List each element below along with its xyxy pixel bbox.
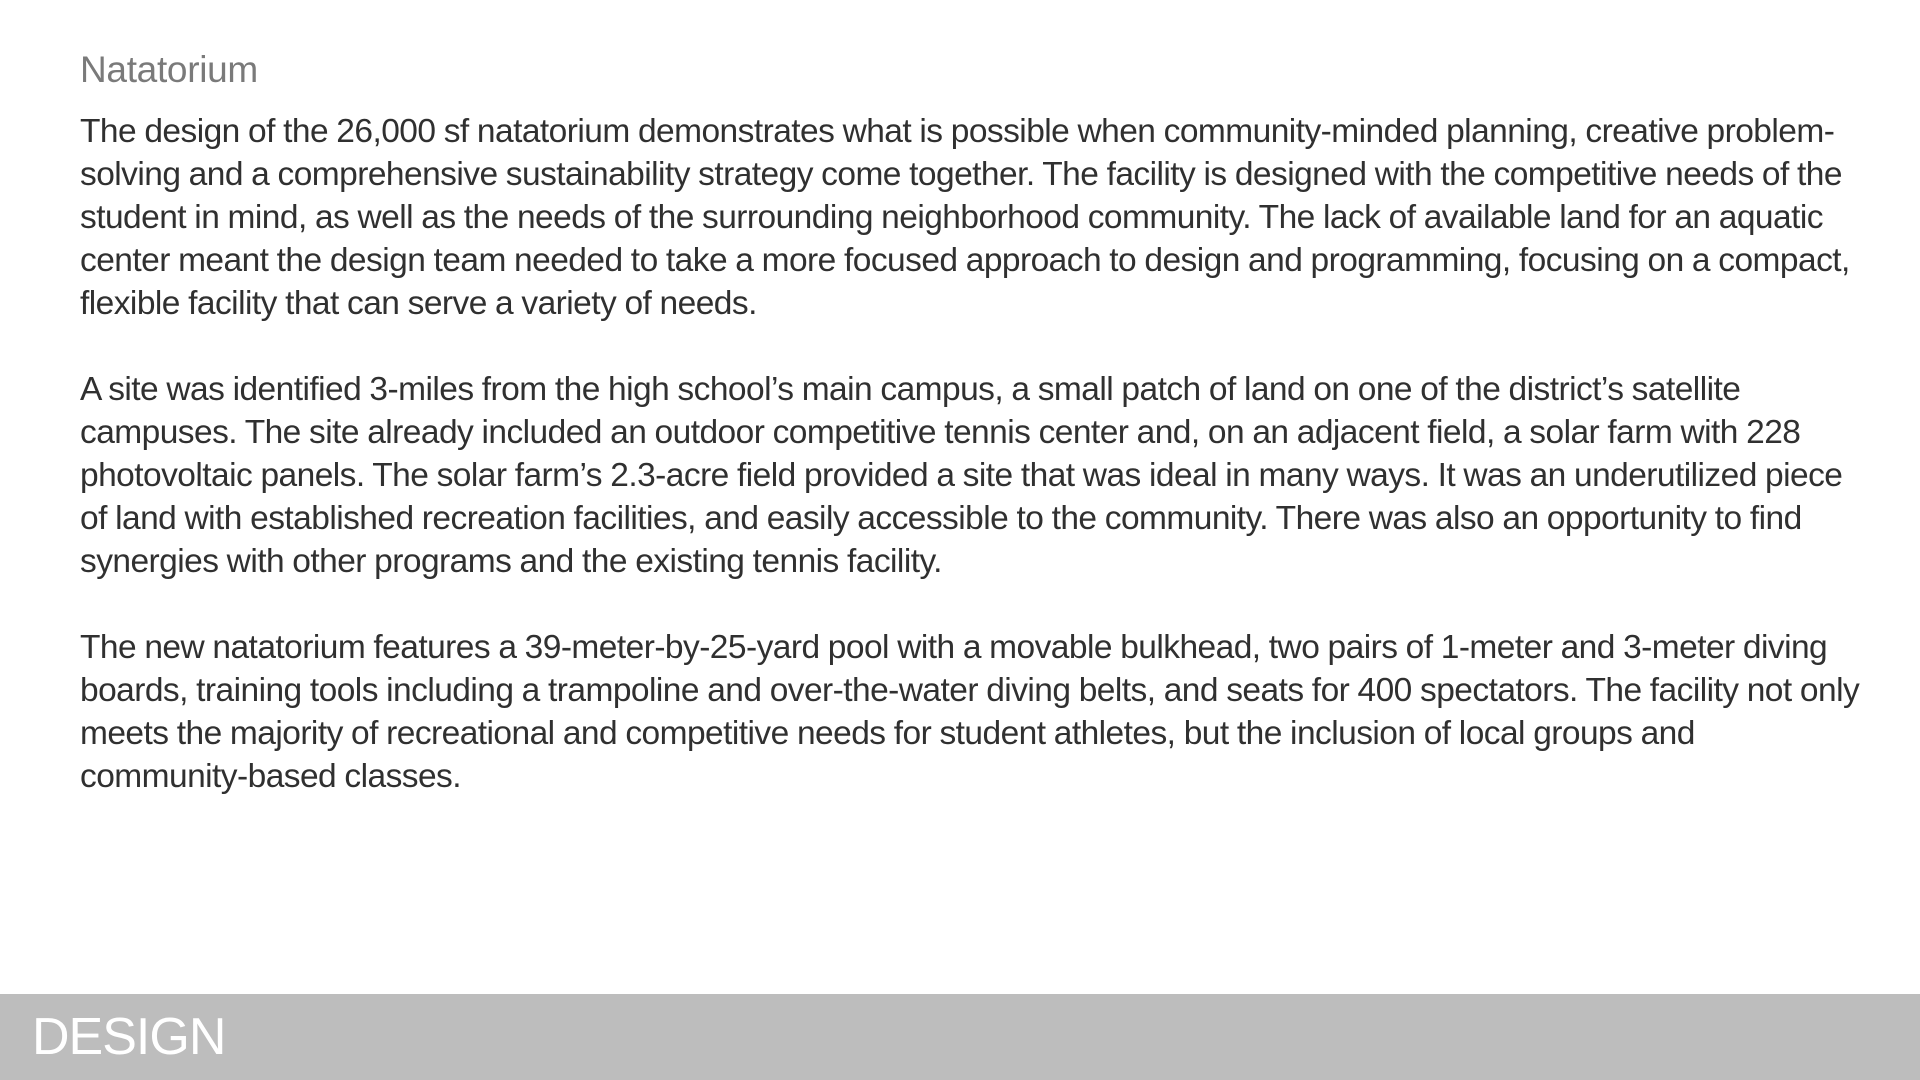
slide-content — [80, 44, 1870, 841]
body-paragraph-1: The design of the 26,000 sf natatorium demonstrates what is possible when community-minded planning, creative problem-solving and a comprehensive sustainability strategy come together. The facility is designed with the competitive needs of the student in mind, as well as the needs of the surrounding neighborhood community. The lack of available land for an aquatic center meant the design team needed to take a more focused approach to design and programming, focusing on a compact, flexible facility that can serve a variety of needs. — [80, 113, 1850, 322]
footer-bar — [0, 994, 1920, 1080]
body-paragraph-3: The new natatorium features a 39-meter-by-25-yard pool with a movable bulkhead, two pairs of 1-meter and 3-meter diving boards, training tools including a trampoline and over-the-water diving belts, and seats for 400 spectators. The facility not only meets the majority of recreational and competitive needs for student athletes, but the inclusion of local groups and community-based classes. — [80, 629, 1860, 795]
footer-section-label: DESIGN — [32, 1008, 226, 1066]
page-title: Natatorium — [80, 49, 258, 90]
body-paragraph-2: A site was identified 3-miles from the high school’s main campus, a small patch of land on one of the district’s satellite campuses. The site already included an outdoor competitive tennis center and, on an adjacent field, a solar farm with 228 photovoltaic panels. The solar farm’s 2.3-acre field provided a site that was ideal in many ways. It was an underutilized piece of land with established recreation facilities, and easily accessible to the community. There was also an opportunity to find synergies with other programs and the existing tennis facility. — [80, 371, 1843, 580]
